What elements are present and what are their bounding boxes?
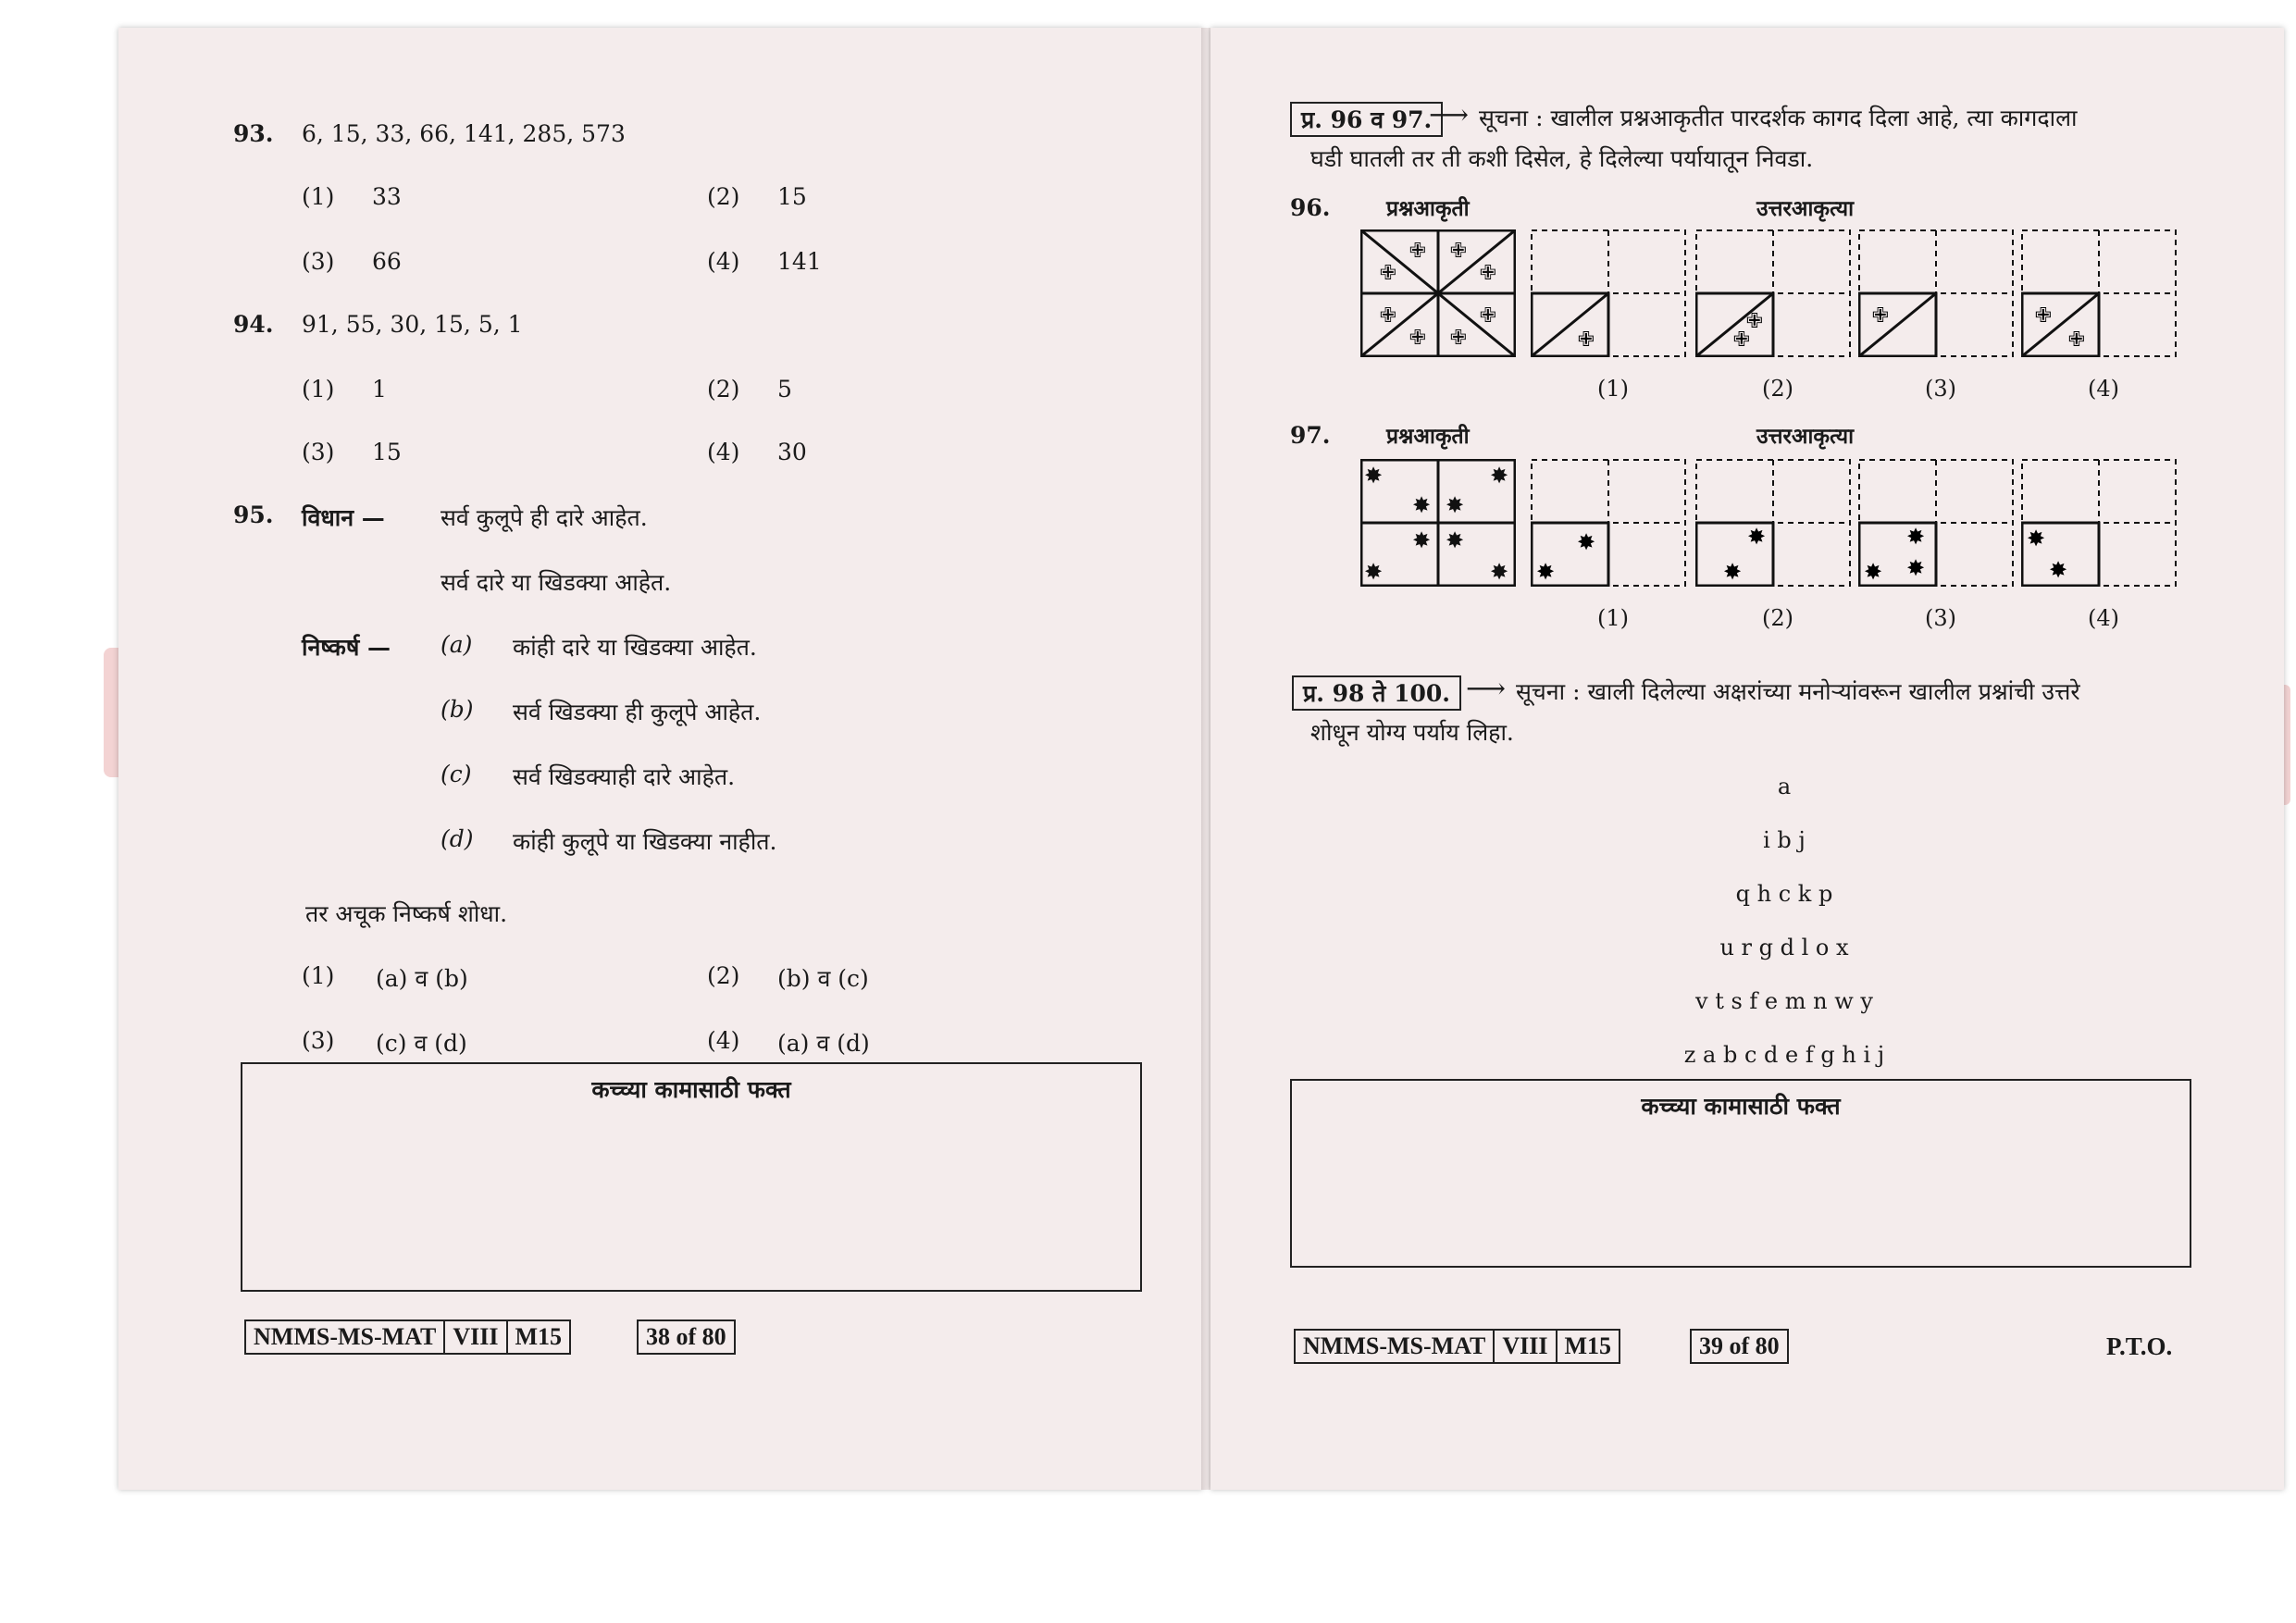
arrow-icon: ⟶: [1429, 99, 1470, 131]
page-number: 38 of 80: [637, 1319, 736, 1355]
q94-opt4-val: 30: [777, 439, 807, 465]
svg-text:✙: ✙: [1732, 328, 1751, 352]
q95-statement-label: विधान —: [302, 504, 385, 531]
svg-text:✙: ✙: [1871, 304, 1890, 328]
q95-opt1-val: (a) व (b): [376, 965, 468, 992]
footer-set: M15: [508, 1319, 572, 1355]
q95-conc-c: सर्व खिडक्याही दारे आहेत.: [513, 763, 736, 790]
rough-work-box-right: [1290, 1079, 2191, 1268]
page-footer-right: [1294, 1329, 1620, 1364]
svg-text:✸: ✸: [1489, 463, 1509, 489]
q94-opt4-num: (4): [707, 439, 740, 465]
q93-opt1-num: (1): [302, 183, 335, 210]
svg-text:✸: ✸: [1863, 559, 1883, 585]
svg-text:✸: ✸: [1489, 559, 1509, 585]
q97-option-2: [1695, 459, 1851, 587]
svg-text:✸: ✸: [2048, 557, 2068, 583]
q94-series: 91, 55, 30, 15, 5, 1: [302, 311, 523, 338]
q95-conclusion-label: निष्कर्ष —: [302, 634, 391, 661]
q96-question-figure: [1360, 229, 1516, 357]
svg-text:✙: ✙: [1409, 240, 1427, 263]
q94-opt2-num: (2): [707, 376, 740, 403]
rough-work-box: [241, 1062, 1142, 1292]
q94-opt1-num: (1): [302, 376, 335, 403]
q97-answer-figure-label: उत्तरआकृत्या: [1756, 424, 1855, 449]
page-number-right: 39 of 80: [1690, 1329, 1789, 1364]
q93-opt3-num: (3): [302, 248, 335, 275]
note-98-100-line1: सूचना : खाली दिलेल्या अक्षरांच्या मनोऱ्यांवरून खालील प्रश्नांची उत्तरे: [1516, 678, 2080, 705]
svg-text:✸: ✸: [1905, 555, 1926, 581]
q93-opt3-val: 66: [372, 248, 402, 275]
q95-statement-2: सर्व दारे या खिडक्या आहेत.: [441, 569, 672, 596]
svg-text:✙: ✙: [1745, 310, 1764, 333]
page-footer: [244, 1319, 571, 1355]
q93-opt2-val: 15: [777, 183, 807, 210]
svg-text:✙: ✙: [2067, 328, 2086, 352]
q96-option-3: [1858, 229, 2014, 357]
section-tag-98-100: प्र. 98 ते 100.: [1292, 675, 1461, 711]
pyramid-row-4: u r g d l o x: [1719, 935, 1849, 960]
q93-opt4-val: 141: [777, 248, 822, 275]
svg-text:✸: ✸: [1363, 559, 1384, 585]
q93-opt4-num: (4): [707, 248, 740, 275]
footer-std: VIII: [445, 1319, 507, 1355]
q97-option-1-label: (1): [1597, 605, 1629, 631]
svg-text:✙: ✙: [1449, 327, 1468, 350]
q95-conc-d-key: (d): [441, 825, 474, 852]
q94-opt2-val: 5: [777, 376, 792, 403]
q94-opt1-val: 1: [372, 376, 387, 403]
svg-text:✸: ✸: [2026, 526, 2046, 551]
q95-opt3-val: (c) व (d): [376, 1030, 467, 1057]
pyramid-row-5: v t s f e m n w y: [1695, 988, 1873, 1014]
rough-work-title-right: कच्च्या कामासाठी फक्त: [1641, 1093, 1841, 1120]
q93-opt1-val: 33: [372, 183, 402, 210]
q96-option-1: [1531, 229, 1686, 357]
footer-set-right: M15: [1558, 1329, 1621, 1364]
q96-option-2: [1695, 229, 1851, 357]
q96-question-figure-label: प्रश्नआकृती: [1386, 196, 1470, 221]
footer-std-right: VIII: [1495, 1329, 1557, 1364]
q96-option-1-label: (1): [1597, 376, 1629, 402]
q96-option-2-label: (2): [1762, 376, 1793, 402]
q95-opt4-val: (a) व (d): [777, 1030, 870, 1057]
arrow-icon-2: ⟶: [1466, 673, 1507, 705]
q95-opt4-num: (4): [707, 1027, 740, 1054]
svg-text:✸: ✸: [1576, 529, 1596, 555]
footer-code-right: NMMS-MS-MAT: [1294, 1329, 1495, 1364]
pto-label: P.T.O.: [2106, 1332, 2173, 1360]
svg-text:✸: ✸: [1746, 524, 1767, 550]
svg-text:✙: ✙: [1577, 328, 1595, 352]
note-96-97-line1: सूचना : खालील प्रश्नआकृतीत पारदर्शक कागद दिला आहे, त्या कागदाला: [1479, 105, 2078, 131]
q93-series: 6, 15, 33, 66, 141, 285, 573: [302, 120, 626, 147]
q97-option-3: [1858, 459, 2014, 587]
q97-option-1: [1531, 459, 1686, 587]
note-98-100-line2: शोधून योग्य पर्याय लिहा.: [1310, 719, 1514, 746]
q97-question-figure: [1360, 459, 1516, 587]
svg-text:✙: ✙: [1449, 240, 1468, 263]
q95-number: 95.: [233, 502, 274, 528]
q96-option-4: [2021, 229, 2177, 357]
pyramid-row-3: q h c k p: [1735, 881, 1833, 907]
q95-opt3-num: (3): [302, 1027, 335, 1054]
q97-option-4-label: (4): [2088, 605, 2119, 631]
pyramid-row-6: z a b c d e f g h i j: [1683, 1042, 1885, 1068]
svg-text:✸: ✸: [1535, 559, 1556, 585]
rough-work-title: कच्च्या कामासाठी फक्त: [591, 1076, 791, 1103]
q97-question-figure-label: प्रश्नआकृती: [1386, 424, 1470, 449]
svg-text:✸: ✸: [1445, 492, 1465, 518]
svg-text:✸: ✸: [1445, 527, 1465, 553]
q97-option-3-label: (3): [1925, 605, 1956, 631]
q95-instruction: तर अचूक निष्कर्ष शोधा.: [305, 900, 508, 927]
pyramid-row-1: a: [1777, 774, 1792, 799]
left-page: [118, 28, 1203, 1490]
q93-opt2-num: (2): [707, 183, 740, 210]
note-96-97-line2: घडी घातली तर ती कशी दिसेल, हे दिलेल्या पर्यायातून निवडा.: [1310, 145, 1814, 172]
q96-option-3-label: (3): [1925, 376, 1956, 402]
section-tag-96-97: प्र. 96 व 97.: [1290, 102, 1443, 137]
svg-text:✸: ✸: [1722, 559, 1743, 585]
svg-text:✸: ✸: [1411, 527, 1432, 553]
svg-text:✸: ✸: [1905, 524, 1926, 550]
q93-number: 93.: [233, 120, 274, 147]
q94-opt3-val: 15: [372, 439, 402, 465]
q96-number: 96.: [1290, 194, 1331, 221]
footer-code: NMMS-MS-MAT: [244, 1319, 445, 1355]
q95-conc-b-key: (b): [441, 696, 474, 723]
svg-text:✸: ✸: [1411, 492, 1432, 518]
q97-option-4: [2021, 459, 2177, 587]
q96-option-4-label: (4): [2088, 376, 2119, 402]
pyramid-row-2: i b j: [1763, 827, 1806, 853]
svg-text:✸: ✸: [1363, 463, 1384, 489]
svg-text:✙: ✙: [1479, 262, 1497, 285]
svg-text:✙: ✙: [2034, 304, 2053, 328]
svg-text:✙: ✙: [1379, 262, 1397, 285]
q95-opt2-num: (2): [707, 962, 740, 989]
q97-option-2-label: (2): [1762, 605, 1793, 631]
q95-opt2-val: (b) व (c): [777, 965, 869, 992]
q96-answer-figure-label: उत्तरआकृत्या: [1756, 196, 1855, 221]
q95-conc-d: कांही कुलूपे या खिडक्या नाहीत.: [513, 828, 777, 855]
svg-text:✙: ✙: [1479, 304, 1497, 328]
svg-text:✙: ✙: [1409, 327, 1427, 350]
q95-conc-a-key: (a): [441, 631, 473, 658]
q95-statement-1: सर्व कुलूपे ही दारे आहेत.: [441, 504, 648, 531]
q95-opt1-num: (1): [302, 962, 335, 989]
q95-conc-b: सर्व खिडक्या ही कुलूपे आहेत.: [513, 699, 762, 725]
q95-conc-c-key: (c): [441, 761, 472, 787]
q94-number: 94.: [233, 311, 274, 338]
q95-conc-a: कांही दारे या खिडक्या आहेत.: [513, 634, 757, 661]
right-page: [1210, 28, 2284, 1490]
q97-number: 97.: [1290, 422, 1331, 449]
svg-text:✙: ✙: [1379, 304, 1397, 328]
q94-opt3-num: (3): [302, 439, 335, 465]
